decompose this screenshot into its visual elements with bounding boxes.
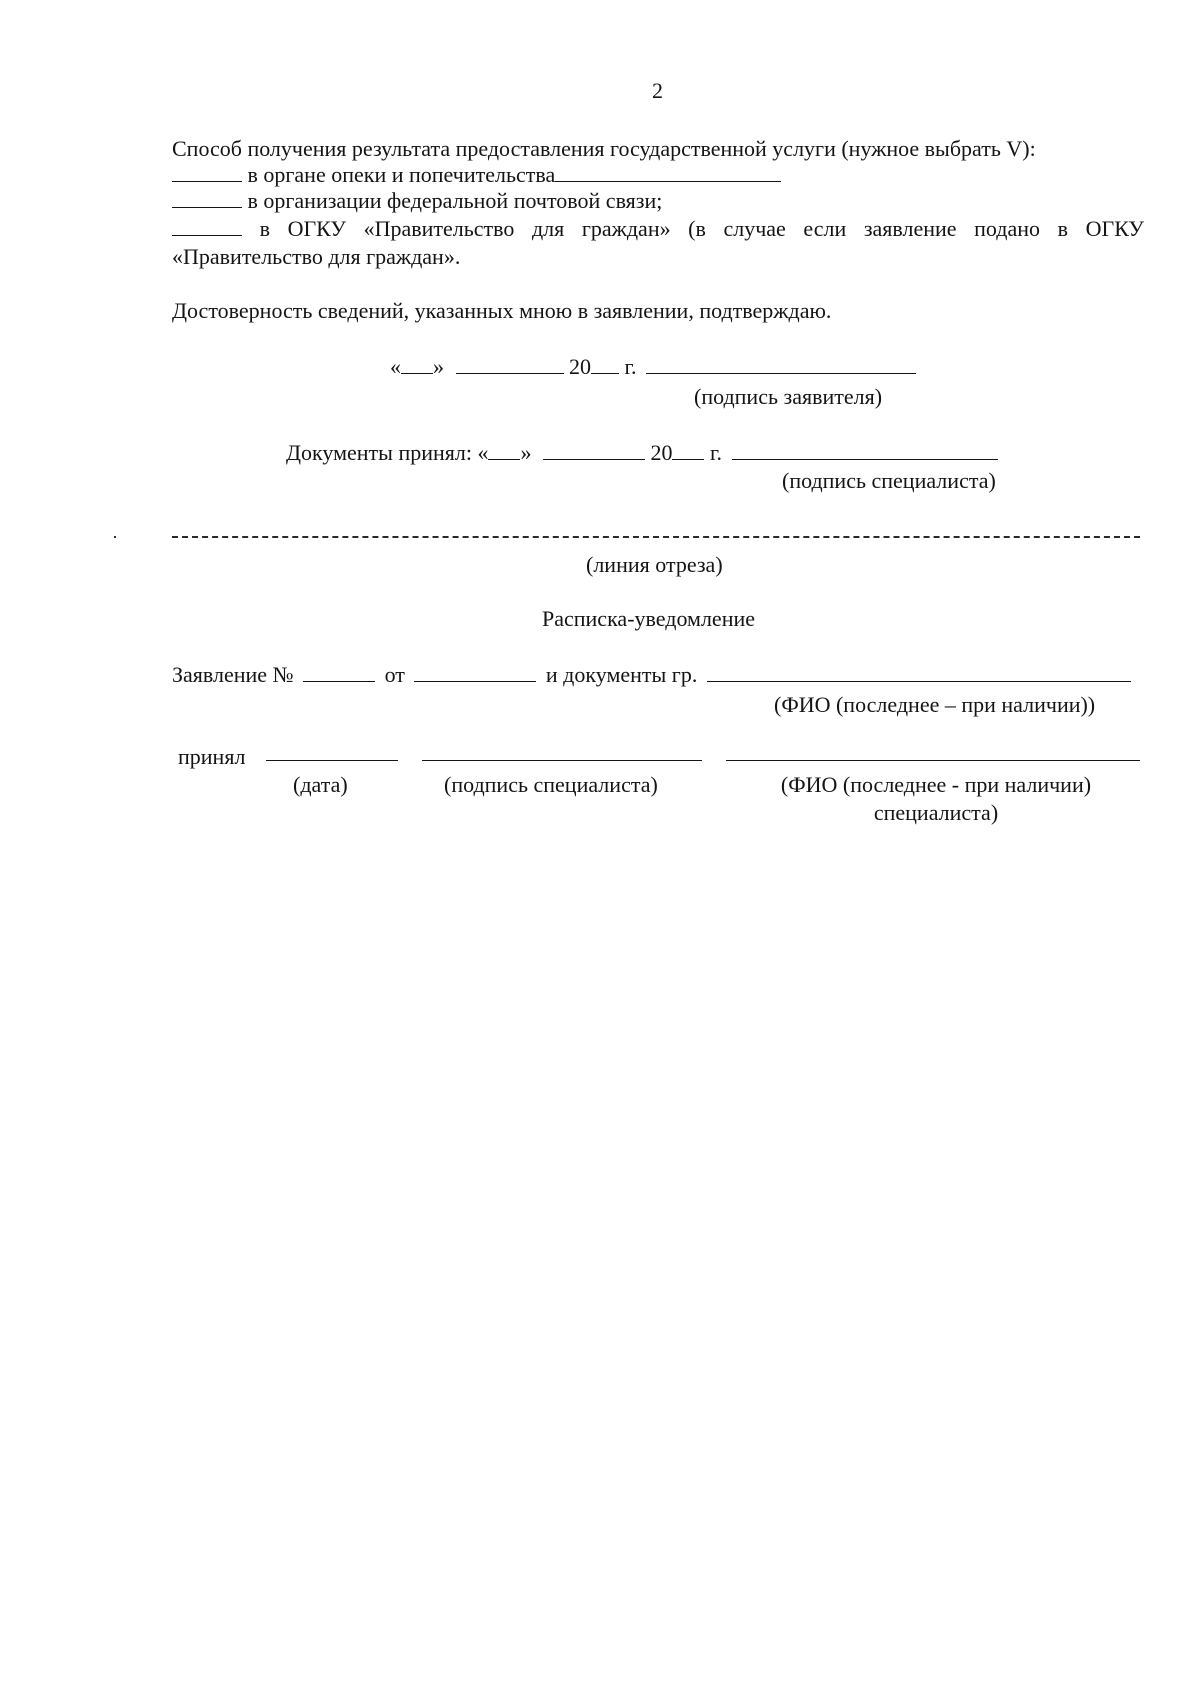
specialist-fio-caption-line1: (ФИО (последнее - при наличии) [780,772,1092,797]
option-post-label: в организации федеральной почтовой связи; [247,188,663,213]
receipt-date-blank[interactable] [266,742,398,761]
specialist-signature-caption: (подпись специалиста) [444,772,658,797]
year-suffix: г. [624,354,637,379]
citizen-fio-blank[interactable] [707,663,1131,682]
option-ogku-continuation: «Правительство для граждан». [172,244,461,269]
cut-line [172,536,1140,538]
citizen-fio-caption: (ФИО (последнее – при наличии)) [774,692,1096,717]
option-ogku-label: в ОГКУ «Правительство для граждан» (в случае если заявление подано в ОГКУ [259,216,1144,241]
confirmation-text: Достоверность сведений, указанных мною в заявлении, подтверждаю. [172,298,832,323]
option-guardianship-row [172,162,781,188]
applicant-signature-blank[interactable] [646,355,916,374]
month-blank[interactable] [456,355,564,374]
year-prefix: 20 [569,354,591,379]
margin-dot [114,536,116,538]
method-title: Способ получения результата предоставления государственной услуги (нужное выбрать V): [172,136,1036,161]
blank-line[interactable] [172,163,242,182]
year-blank[interactable] [591,355,619,374]
from-label: от [384,662,405,687]
quote-close: » [520,440,532,465]
option-post-row [172,188,662,214]
application-date-blank[interactable] [414,663,536,682]
applicant-date-row [390,354,916,380]
application-number-blank[interactable] [303,663,375,682]
month-blank[interactable] [543,441,645,460]
blank-line[interactable] [172,189,242,208]
receipt-signature-blank[interactable] [422,742,702,761]
receipt-application-row [172,662,1131,688]
page-number: 2 [652,78,663,103]
specialist-fio-caption [736,772,1136,827]
blank-line[interactable] [172,217,242,236]
day-blank[interactable] [488,441,520,460]
applicant-signature-caption: (подпись заявителя) [694,384,883,409]
cut-line-caption: (линия отреза) [586,552,723,577]
receipt-accepted-label: принял [178,744,246,769]
date-caption: (дата) [293,772,348,797]
year-prefix: 20 [650,440,673,465]
option-ogku-row [172,216,1144,242]
year-suffix: г. [709,440,723,465]
day-blank[interactable] [401,355,433,374]
accepted-signature-caption: (подпись специалиста) [782,468,996,493]
receipt-title: Расписка-уведомление [542,606,756,631]
year-blank[interactable] [672,441,704,460]
accepted-label: Документы принял: « [286,440,489,465]
receipt-accepted-row [178,744,245,770]
quote-close: » [433,354,444,379]
specialist-fio-caption-line2: специалиста) [873,800,999,826]
specialist-signature-blank[interactable] [732,441,998,460]
docs-label: и документы гр. [545,662,698,687]
application-number-label: Заявление № [172,662,294,687]
blank-line[interactable] [555,163,781,182]
option-guardianship-label: в органе опеки и попечительства [247,162,556,187]
accepted-row [286,440,998,466]
quote-open: « [390,354,401,379]
receipt-fio-blank[interactable] [726,742,1140,761]
